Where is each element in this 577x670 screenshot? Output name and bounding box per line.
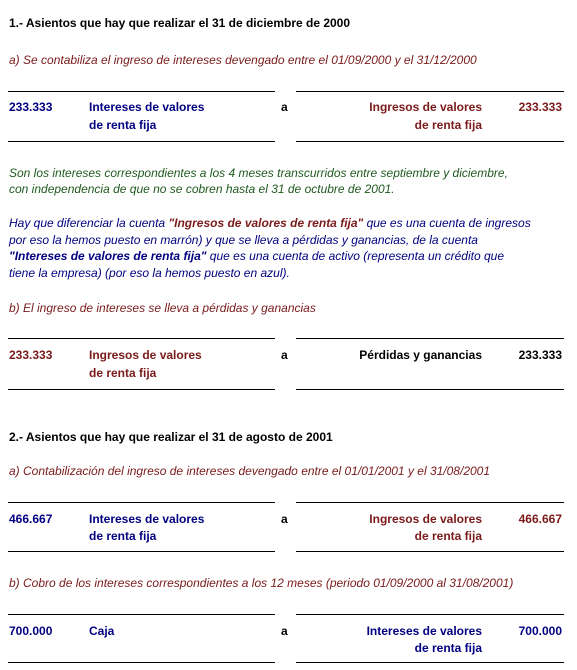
explanation-line: tiene la empresa) (por eso la hemos puesto en azul). [9,266,290,280]
entry-connector: a [281,512,288,526]
entry-amount-right: 466.667 [518,512,562,526]
entry-left-rule [8,502,275,503]
entry-amount-right: 233.333 [518,348,562,362]
entry-connector: a [281,100,288,114]
entry-amount-left: 233.333 [9,348,53,362]
section2-subtitle-b: b) Cobro de los intereses correspondientes a los 12 meses (periodo 01/09/2000 al 31/08/2001) [9,576,514,590]
entry-debit-account-cont: de renta fija [89,366,157,380]
entry-connector: a [281,624,288,638]
entry-credit-account: Pérdidas y ganancias [359,348,482,362]
entry-credit-account: Ingresos de valores [369,512,482,526]
entry-debit-account-cont: de renta fija [89,529,157,543]
entry-right-rule [296,141,564,142]
entry-right-rule [296,502,564,503]
entry-debit-account: Caja [89,624,115,638]
entry-amount-left: 466.667 [9,512,53,526]
entry-debit-account: Intereses de valores [89,512,205,526]
entry-debit-account: Intereses de valores [89,100,205,114]
income-account-name: "Ingresos de valores de renta fija" [168,216,364,230]
entry-right-rule [296,338,564,339]
entry-left-rule [8,91,275,92]
explanation-line: con independencia de que no se cobren hasta el 31 de octubre de 2001. [9,182,395,196]
explanation-line: "Intereses de valores de renta fija" que es una cuenta de activo (representa un crédito que [9,249,505,263]
section2-title: 2.- Asientos que hay que realizar el 31 de agosto de 2001 [9,430,333,444]
entry-connector: a [281,348,288,362]
entry-credit-account: Ingresos de valores [369,100,482,114]
entry-left-rule [8,662,275,663]
entry-debit-account-cont: de renta fija [89,118,157,132]
entry-right-rule [296,91,564,92]
entry-credit-account: Intereses de valores [366,624,482,638]
entry-credit-account-cont: de renta fija [414,118,482,132]
entry-right-rule [296,389,564,390]
entry-left-rule [8,551,275,552]
section2-subtitle-a: a) Contabilización del ingreso de intereses devengado entre el 01/01/2001 y el 31/08/2001 [9,464,491,478]
asset-account-name: "Intereses de valores de renta fija" [9,249,207,263]
entry-credit-account-cont: de renta fija [414,641,482,655]
entry-amount-left: 233.333 [9,100,53,114]
explanation-line: Hay que diferenciar la cuenta "Ingresos de valores de renta fija" que es una cuenta de ingresos [9,216,531,230]
entry-right-rule [296,614,564,615]
explanation-line: Son los intereses correspondientes a los 4 meses transcurridos entre septiembre y diciembre, [9,166,508,180]
entry-left-rule [8,389,275,390]
entry-debit-account: Ingresos de valores [89,348,202,362]
entry-right-rule [296,662,564,663]
entry-left-rule [8,338,275,339]
entry-left-rule [8,141,275,142]
entry-amount-right: 233.333 [518,100,562,114]
explanation-line: por eso la hemos puesto en marrón) y que se lleva a pérdidas y ganancias, de la cuenta [9,233,478,247]
section1-title: 1.- Asientos que hay que realizar el 31 de diciembre de 2000 [9,16,351,30]
entry-amount-right: 700.000 [518,624,562,638]
entry-credit-account-cont: de renta fija [414,529,482,543]
section1-subtitle-a: a) Se contabiliza el ingreso de intereses devengado entre el 01/09/2000 y el 31/12/2000 [9,53,477,67]
section1-subtitle-b: b) El ingreso de intereses se lleva a pérdidas y ganancias [9,301,316,315]
entry-left-rule [8,614,275,615]
entry-right-rule [296,551,564,552]
entry-amount-left: 700.000 [9,624,53,638]
